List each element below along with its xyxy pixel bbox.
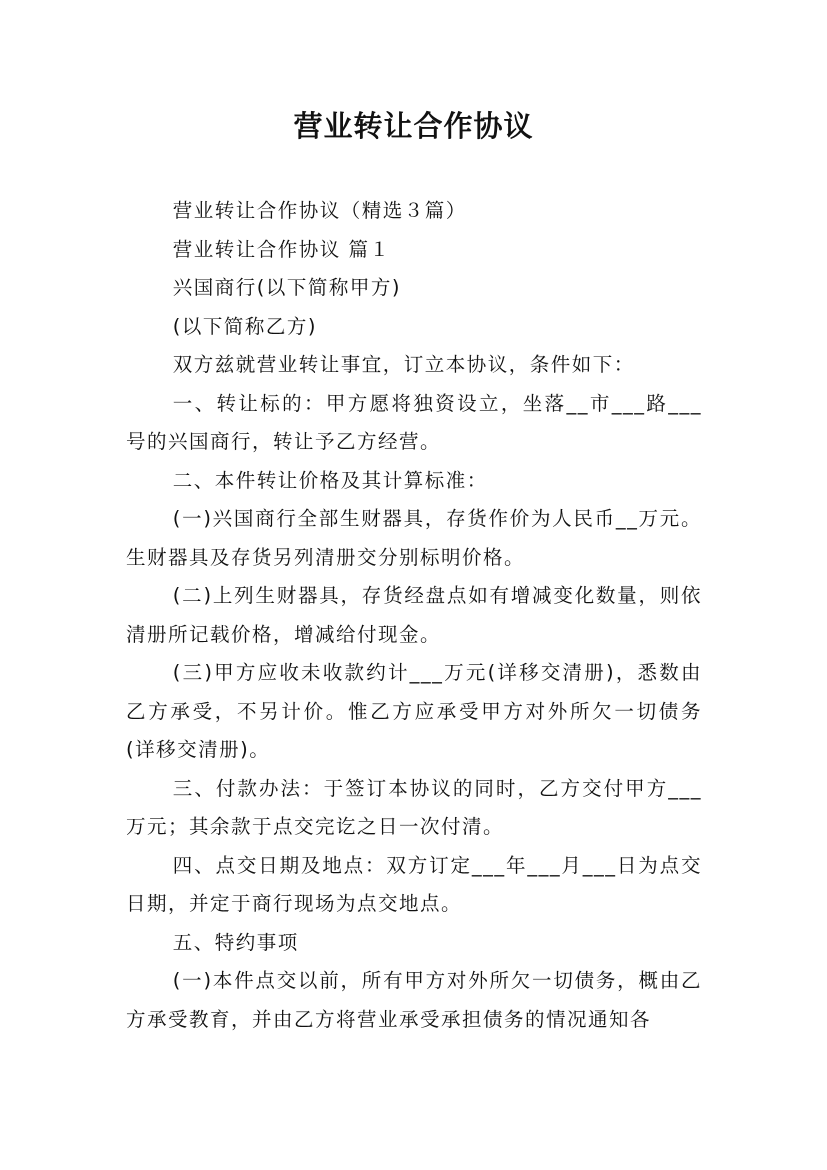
paragraph: 兴国商行(以下简称甲方) [172, 276, 402, 299]
paragraph: (二)上列生财器具，存货经盘点如有增减变化数量，则依清册所记载价格，增减给付现金。 [126, 584, 702, 646]
paragraph: 四、点交日期及地点：双方订定___年___月___日为点交日期，并定于商行现场为点交地点。 [126, 853, 702, 915]
paragraph: 双方兹就营业转让事宜，订立本协议，条件如下： [172, 353, 635, 376]
paragraph: (以下简称乙方) [172, 314, 318, 338]
paragraph: 营业转让合作协议（精选３篇） [172, 199, 467, 222]
paragraph: (一)本件点交以前，所有甲方对外所欠一切债务，概由乙方承受教育，并由乙方将营业承受承担债务的情况通知各 [126, 969, 702, 1031]
document-body [126, 192, 702, 1039]
paragraph: 五、特约事项 [172, 930, 299, 954]
document-title: 营业转让合作协议 [293, 109, 534, 143]
paragraph: 二、本件转让价格及其计算标准： [172, 468, 488, 492]
paragraph: (一)兴国商行全部生财器具，存货作价为人民币__万元。生财器具及存货另列清册交分别标明价格。 [126, 507, 702, 569]
paragraph: 营业转让合作协议 篇１ [172, 237, 391, 261]
paragraph: 一、转让标的：甲方愿将独资设立，坐落__市___路___号的兴国商行，转让予乙方经营。 [126, 391, 702, 453]
paragraph: 三、付款办法：于签订本协议的同时，乙方交付甲方___万元；其余款于点交完讫之日一次付清。 [126, 776, 702, 838]
paragraph: (三)甲方应收未收款约计___万元(详移交清册)，悉数由乙方承受，不另计价。惟乙方应承受甲方对外所欠一切债务(详移交清册)。 [126, 661, 702, 761]
